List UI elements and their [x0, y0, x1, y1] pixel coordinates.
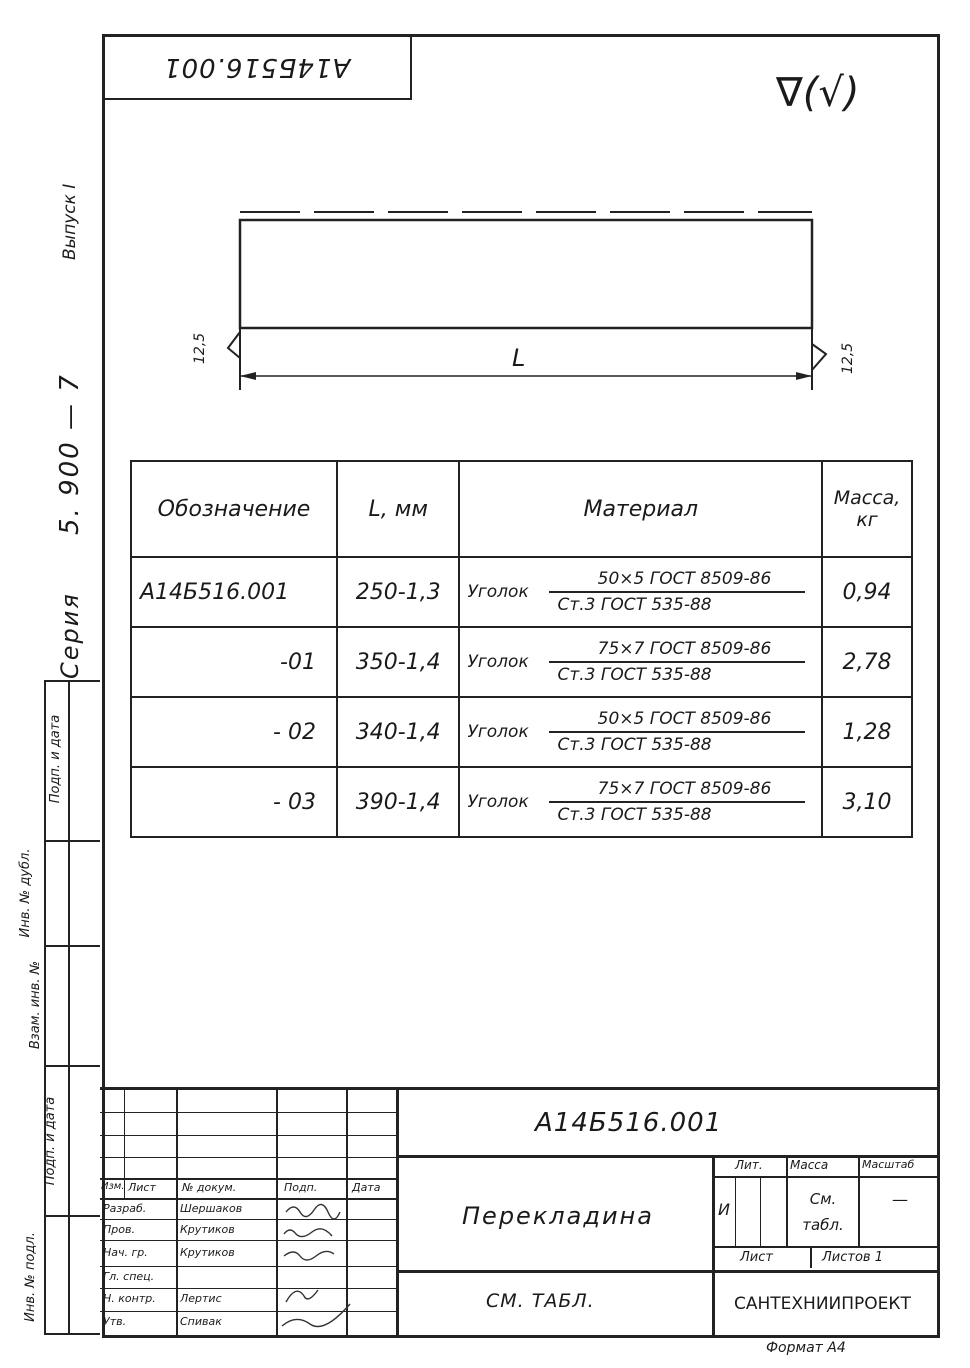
- material-profile: 50×5 ГОСТ 8509-86: [549, 569, 805, 593]
- sheet-label: Лист: [740, 1250, 773, 1265]
- row-mass: 2,78: [822, 627, 912, 697]
- material-profile: 75×7 ГОСТ 8509-86: [549, 779, 805, 803]
- row-length: 350-1,4: [337, 627, 460, 697]
- angle-leg-outline: [240, 220, 812, 328]
- role-group-head: Нач. гр.: [103, 1246, 148, 1259]
- material-steel: Ст.3 ГОСТ 535-88: [557, 735, 712, 755]
- material-type: Уголок: [467, 792, 529, 812]
- table-row: [131, 697, 912, 767]
- dimension-right-label: 12,5: [840, 342, 856, 374]
- top-designation-stamp: [102, 34, 412, 100]
- grid-line: [100, 1112, 396, 1113]
- col-header-sheet: Лист: [128, 1181, 156, 1194]
- name-developer: Шершаков: [180, 1202, 243, 1215]
- row-material: [459, 557, 822, 627]
- part-drawing: [180, 200, 870, 410]
- row-designation: - 03: [131, 767, 337, 837]
- side-label-sign-date: Подп. и дата: [48, 714, 63, 804]
- col-header-date: Дата: [352, 1181, 381, 1194]
- header-mass: Масса, кг: [822, 461, 912, 557]
- name-group-head: Крутиков: [180, 1246, 235, 1259]
- material-steel: Ст.3 ГОСТ 535-88: [557, 595, 712, 615]
- arrow-left: [240, 372, 256, 380]
- header-length: L, мм: [337, 461, 460, 557]
- format-label: Формат А4: [766, 1340, 846, 1356]
- row-length: 340-1,4: [337, 697, 460, 767]
- sheets-label: Листов 1: [822, 1250, 883, 1265]
- col-header-docnum: № докум.: [182, 1181, 237, 1194]
- row-material: [459, 767, 822, 837]
- name-norm-control: Лертис: [180, 1292, 222, 1305]
- side-label-dup-inv: Инв. № дубл.: [18, 848, 33, 938]
- specification-table: [130, 460, 913, 838]
- table-header-row: [131, 461, 912, 557]
- grid-col: [176, 1087, 178, 1337]
- title-name-line: [396, 1270, 940, 1273]
- material-type: Уголок: [467, 722, 529, 742]
- row-designation: А14Б516.001: [131, 557, 337, 627]
- table-row: [131, 557, 912, 627]
- row-material: [459, 697, 822, 767]
- side-divider: [44, 840, 100, 842]
- scale-value: —: [892, 1190, 908, 1209]
- dimension-left-label: 12,5: [192, 332, 208, 364]
- material-type: Уголок: [467, 582, 529, 602]
- row-designation: -01: [131, 627, 337, 697]
- material-profile: 75×7 ГОСТ 8509-86: [549, 639, 805, 663]
- material-profile: 50×5 ГОСТ 8509-86: [549, 709, 805, 733]
- role-checker: Пров.: [103, 1223, 135, 1236]
- cut-mark-right: [812, 344, 826, 370]
- title-code: А14Б516.001: [535, 1108, 723, 1138]
- name-approved: Спивак: [180, 1315, 222, 1328]
- lit-sub-divider: [735, 1176, 736, 1246]
- issue-label: Выпуск I: [60, 183, 80, 260]
- side-divider: [44, 945, 100, 947]
- material-type: Уголок: [467, 652, 529, 672]
- side-label-replace-inv: Взам. инв. №: [28, 960, 43, 1050]
- title-name: Перекладина: [462, 1202, 654, 1230]
- grid-line: [100, 1157, 396, 1158]
- role-norm-control: Н. контр.: [103, 1292, 156, 1305]
- top-designation-text: A14Б516.001: [163, 52, 351, 82]
- mass-divider: [786, 1155, 788, 1246]
- material-steel: Ст.3 ГОСТ 535-88: [557, 805, 712, 825]
- mass-header: Масса: [790, 1158, 829, 1172]
- role-approved: Утв.: [103, 1315, 127, 1328]
- role-chief-spec: Гл. спец.: [103, 1270, 155, 1283]
- scale-divider: [858, 1155, 860, 1246]
- row-material: [459, 627, 822, 697]
- side-label-orig-inv: Инв. № подл.: [23, 1232, 38, 1322]
- row-mass: 1,28: [822, 697, 912, 767]
- lit-sub-divider: [760, 1176, 761, 1246]
- title-organization: САНТЕХНИИПРОЕКТ: [734, 1294, 911, 1314]
- header-material: Материал: [459, 461, 822, 557]
- mass-value: См. табл.: [802, 1190, 844, 1234]
- col-header-change: Изм.: [101, 1181, 125, 1192]
- side-label-sign-date-2: Подп. и дата: [43, 1096, 58, 1186]
- cut-mark-left: [228, 332, 240, 358]
- scale-header: Масштаб: [862, 1158, 915, 1171]
- row-length: 250-1,3: [337, 557, 460, 627]
- sheet-line: [712, 1246, 940, 1248]
- lit-header-line: [712, 1176, 940, 1178]
- grid-line: [100, 1178, 396, 1180]
- title-block-divider: [396, 1087, 399, 1337]
- sheets-divider: [810, 1246, 812, 1268]
- lit-header: Лит.: [735, 1158, 763, 1172]
- series-label: Серия: [56, 592, 84, 679]
- row-length: 390-1,4: [337, 767, 460, 837]
- row-mass: 3,10: [822, 767, 912, 837]
- title-material: СМ. ТАБЛ.: [486, 1290, 595, 1312]
- roughness-symbol: ∇(√): [776, 70, 860, 116]
- title-block-top-line: [100, 1087, 940, 1090]
- col-header-sign: Подп.: [284, 1181, 318, 1194]
- arrow-right: [796, 372, 812, 380]
- series-number: 5. 900 — 7: [55, 373, 85, 535]
- length-label: L: [512, 344, 526, 372]
- material-steel: Ст.3 ГОСТ 535-88: [557, 665, 712, 685]
- signatures: [278, 1198, 358, 1338]
- name-checker: Крутиков: [180, 1223, 235, 1236]
- row-designation: - 02: [131, 697, 337, 767]
- table-row: [131, 627, 912, 697]
- table-row: [131, 767, 912, 837]
- row-mass: 0,94: [822, 557, 912, 627]
- lit-value: И: [718, 1200, 730, 1219]
- header-designation: Обозначение: [131, 461, 337, 557]
- grid-line: [100, 1135, 396, 1136]
- role-developer: Разраб.: [103, 1202, 147, 1215]
